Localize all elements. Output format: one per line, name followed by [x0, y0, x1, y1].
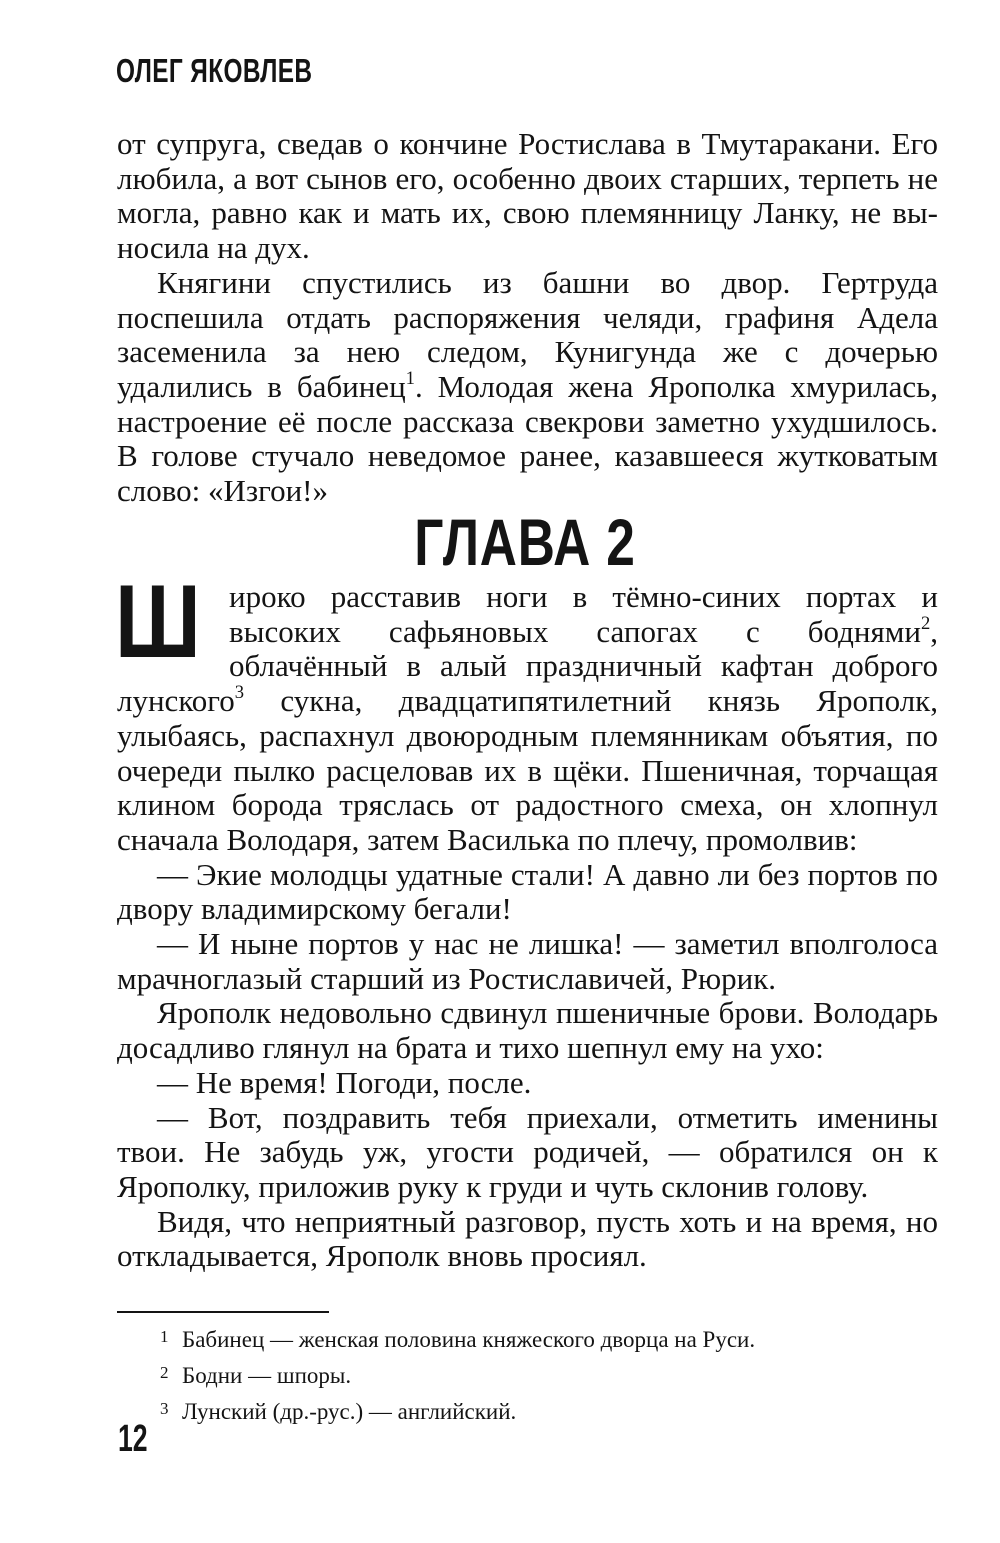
page-number: 12 [118, 1418, 148, 1460]
paragraph: Ярополк недовольно сдвинул пшеничные брови. Володарь досадливо глянул на брата и тихо шепнул ему на ухо: [117, 995, 938, 1066]
chapter-text [115, 564, 938, 1274]
footnote: 1 Бабинец — женская половина княжеского дворца на Руси. [160, 1327, 756, 1352]
paragraph: от супруга, сведав о кончине Ростислава в Тмутаракани. Его любила, а вот сынов его, особенно двоих старших, терпеть не могла, равно как и мать их, свою племянницу Ланку, не выносила на дух. [117, 126, 938, 266]
footnote-ref: 1 [405, 367, 415, 389]
paragraph: Видя, что неприятный разговор, пусть хоть и на время, но откладывается, Ярополк вновь просиял. [117, 1203, 938, 1274]
paragraph: Княгини спустились из башни во двор. Гертруда поспешила отдать распоряжения челяди, графиня Адела засеменила за нею следом, Кунигунда же с дочерью удалились в бабинец$^1$. Молодая жена Ярополка хмурилась, настроение её после рассказа свекрови заметно ухудшилось. В голове стучало неведомое ранее, казавшееся жутковатым слово: «Изгои!» [117, 264, 938, 509]
continued-text [117, 127, 938, 509]
paragraph: — Не время! Погоди, после. [157, 1064, 532, 1100]
chapter-title: ГЛАВА 2 [414, 505, 636, 579]
drop-cap: Ш [115, 564, 201, 680]
paragraph: — И ныне портов у нас не лишка! — заметил вполголоса мрачноглазый старший из Ростиславичей, Рюрик. [117, 926, 938, 996]
paragraph: — Вот, поздравить тебя приехали, отметить именины твои. Не забудь уж, угости родичей, — обратился он к Ярополку, приложив руку к груди и чуть склонив голову. [117, 1099, 938, 1204]
paragraph: — Экие молодцы удатные стали! А давно ли без портов по двору владимирскому бегали! [117, 856, 938, 927]
footnotes [160, 1320, 755, 1428]
footnote: 2 Бодни — шпоры. [160, 1363, 352, 1388]
running-head-author: ОЛЕГ ЯКОВЛЕВ [116, 52, 313, 89]
chapter-opening-paragraph: Широко расставив ноги в тёмно-синих портах и высоких сафьяновых сапогах с боднями$^2$, облачённый в алый праздничный кафтан доброго лунского$^3$ сукна, двадцатипятилетний князь Ярополк, улыбаясь, распахнул двоюродным племянникам объятия, по очереди пылко расцеловав их в щёки. Пшеничная, торчащая клином борода тряслась от радостного смеха, он хлопнул сначала Володаря, затем Василька по плечу, промолвив: [115, 564, 938, 857]
footnote: 3 Лунский (др.-рус.) — английский. [160, 1399, 517, 1424]
footnote-divider [117, 1311, 329, 1313]
footnote-ref: 2 [920, 612, 931, 634]
footnote-ref: 3 [234, 681, 245, 703]
